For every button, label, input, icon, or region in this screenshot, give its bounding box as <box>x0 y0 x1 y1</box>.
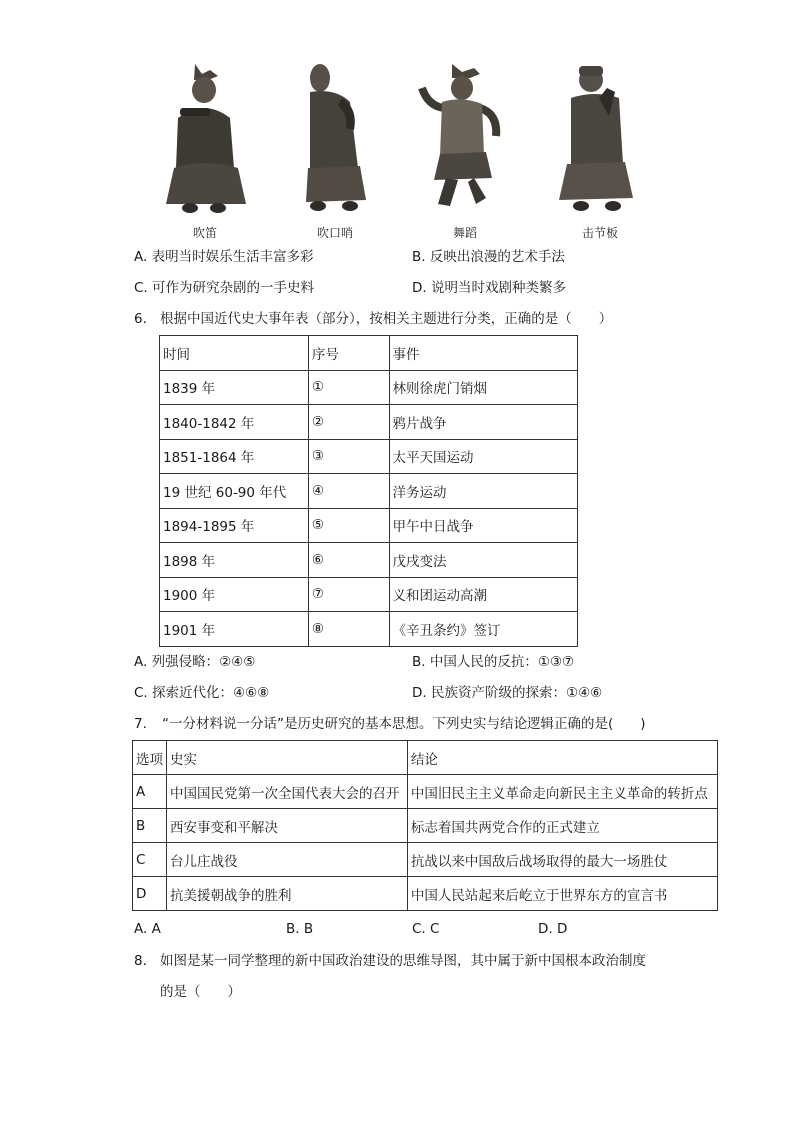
q8-number: 8. <box>134 953 147 969</box>
table-row <box>160 508 578 543</box>
q7-option-a[interactable]: A. A <box>134 921 161 937</box>
table-cell: D <box>133 877 167 911</box>
table-row <box>160 612 578 647</box>
q5-option-b[interactable]: B. 反映出浪漫的艺术手法 <box>412 249 565 265</box>
table-cell: 洋务运动 <box>389 474 577 509</box>
table-cell: 1851-1864 年 <box>160 439 309 474</box>
table-row <box>160 474 578 509</box>
table-cell: 1840-1842 年 <box>160 405 309 440</box>
table-cell: 抗战以来中国敌后战场取得的最大一场胜仗 <box>407 843 717 877</box>
figurines-illustration <box>140 58 660 248</box>
table-row <box>160 543 578 578</box>
table-cell: 鸦片战争 <box>389 405 577 440</box>
table-header-row <box>133 741 718 775</box>
q5-option-a[interactable]: A. 表明当时娱乐生活丰富多彩 <box>134 249 314 265</box>
q5-option-c[interactable]: C. 可作为研究杂剧的一手史料 <box>134 280 315 296</box>
table-cell: 西安事变和平解决 <box>167 809 408 843</box>
q6-table <box>159 335 578 647</box>
q6-number: 6. <box>134 311 147 327</box>
q6-option-d[interactable]: D. 民族资产阶级的探索：①④⑥ <box>412 685 603 701</box>
table-cell: 义和团运动高潮 <box>389 577 577 612</box>
table-cell: 太平天国运动 <box>389 439 577 474</box>
table-header: 时间 <box>160 336 309 371</box>
table-header-row <box>160 336 578 371</box>
table-row <box>160 370 578 405</box>
table-cell: 1839 年 <box>160 370 309 405</box>
table-row <box>133 775 718 809</box>
table-cell: ② <box>308 405 389 440</box>
q6-option-a[interactable]: A. 列强侵略：②④⑤ <box>134 654 256 670</box>
table-header: 史实 <box>167 741 408 775</box>
table-cell: ① <box>308 370 389 405</box>
q6-option-c[interactable]: C. 探索近代化：④⑥⑧ <box>134 685 270 701</box>
table-row <box>160 439 578 474</box>
table-cell: 台儿庄战役 <box>167 843 408 877</box>
caption-whistle: 吹口哨 <box>316 226 353 240</box>
q7-stem: “一分材料说一分话”是历史研究的基本思想。下列史实与结论逻辑正确的是( ) <box>162 716 646 732</box>
table-header: 结论 <box>407 741 717 775</box>
figurine-whistle <box>280 58 390 248</box>
whistle-player-image <box>280 58 390 218</box>
table-row <box>133 877 718 911</box>
table-cell: 戊戌变法 <box>389 543 577 578</box>
table-cell: 标志着国共两党合作的正式建立 <box>407 809 717 843</box>
table-row <box>160 405 578 440</box>
table-header: 序号 <box>308 336 389 371</box>
table-cell: B <box>133 809 167 843</box>
table-cell: 抗美援朝战争的胜利 <box>167 877 408 911</box>
q7-table <box>132 740 718 911</box>
table-cell: 中国旧民主主义革命走向新民主主义革命的转折点 <box>407 775 717 809</box>
caption-clapper: 击节板 <box>581 226 618 240</box>
q6-stem: 根据中国近代史大事年表（部分），按相关主题进行分类，正确的是（ ） <box>160 311 613 327</box>
table-header: 选项 <box>133 741 167 775</box>
table-cell: 中国人民站起来后屹立于世界东方的宣言书 <box>407 877 717 911</box>
table-header: 事件 <box>389 336 577 371</box>
table-cell: 甲午中日战争 <box>389 508 577 543</box>
caption-dance: 舞蹈 <box>452 226 477 240</box>
figurine-flute <box>150 58 260 248</box>
table-cell: 1901 年 <box>160 612 309 647</box>
q7-number: 7. <box>134 716 147 732</box>
caption-flute: 吹笛 <box>192 226 217 240</box>
table-cell: 中国国民党第一次全国代表大会的召开 <box>167 775 408 809</box>
table-cell: A <box>133 775 167 809</box>
table-cell: 19 世纪 60-90 年代 <box>160 474 309 509</box>
table-cell: ⑤ <box>308 508 389 543</box>
q6-option-b[interactable]: B. 中国人民的反抗：①③⑦ <box>412 654 575 670</box>
table-cell: ③ <box>308 439 389 474</box>
table-cell: 1898 年 <box>160 543 309 578</box>
table-cell: ⑦ <box>308 577 389 612</box>
figurine-dance <box>410 58 520 248</box>
table-row <box>160 577 578 612</box>
flute-player-image <box>150 58 260 218</box>
q8-stem-line1: 如图是某一同学整理的新中国政治建设的思维导图，其中属于新中国根本政治制度 <box>160 953 646 969</box>
table-row <box>133 809 718 843</box>
q5-option-d[interactable]: D. 说明当时戏剧种类繁多 <box>412 280 566 296</box>
table-cell: 1900 年 <box>160 577 309 612</box>
table-cell: 1894-1895 年 <box>160 508 309 543</box>
table-cell: C <box>133 843 167 877</box>
table-cell: ⑥ <box>308 543 389 578</box>
table-cell: 《辛丑条约》签订 <box>389 612 577 647</box>
figurine-clapper <box>545 58 655 248</box>
table-cell: 林则徐虎门销烟 <box>389 370 577 405</box>
q7-option-b[interactable]: B. B <box>286 921 314 937</box>
q8-stem-line2: 的是（ ） <box>160 984 241 1000</box>
table-cell: ⑧ <box>308 612 389 647</box>
table-row <box>133 843 718 877</box>
table-cell: ④ <box>308 474 389 509</box>
clapper-player-image <box>545 58 655 218</box>
dancer-image <box>410 58 520 218</box>
q7-option-c[interactable]: C. C <box>412 921 440 937</box>
q7-option-d[interactable]: D. D <box>538 921 568 937</box>
